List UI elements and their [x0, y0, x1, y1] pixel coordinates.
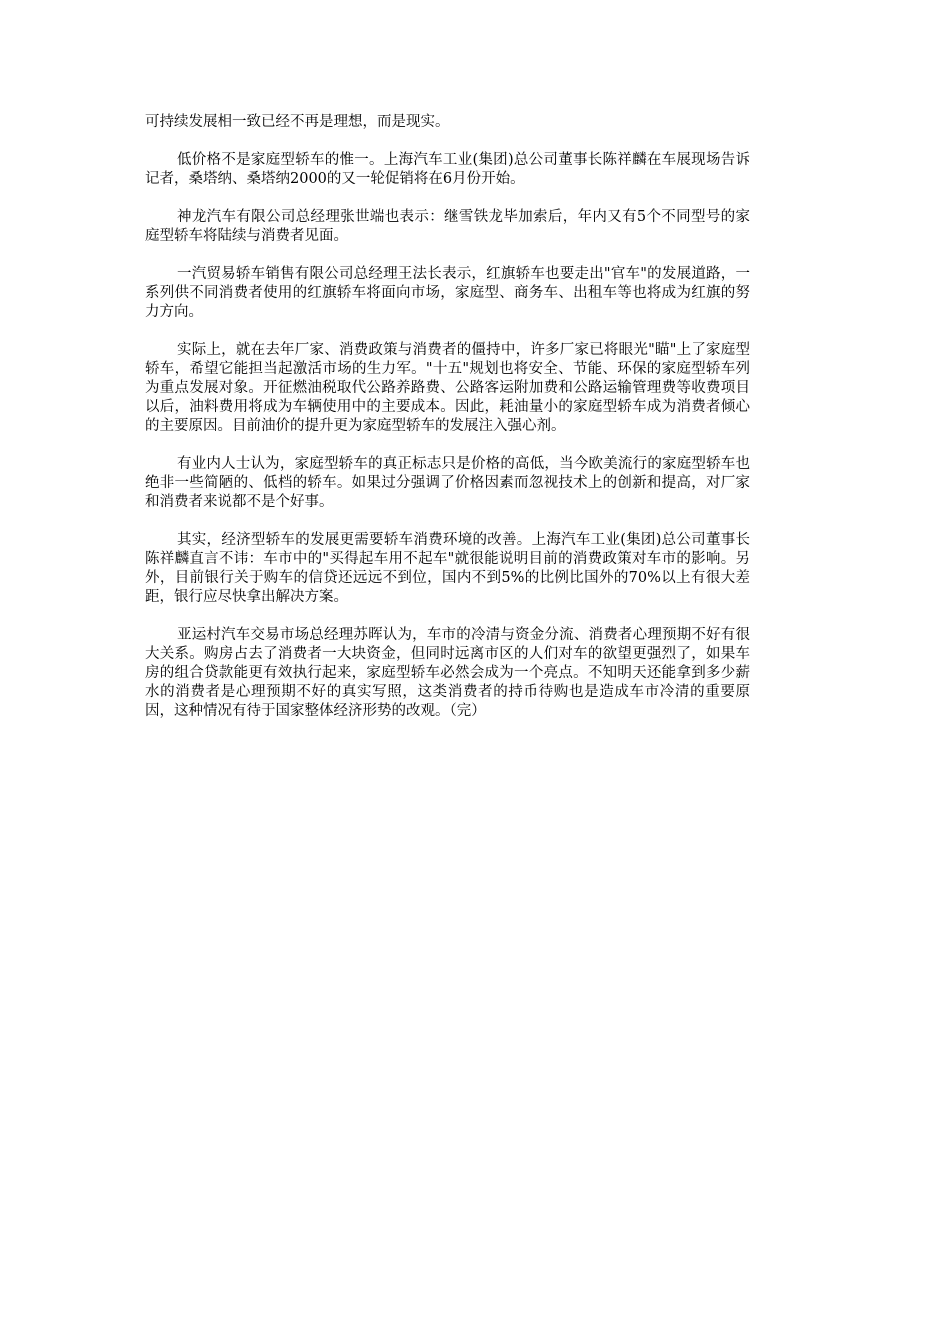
paragraph-continuation: 可持续发展相一致已经不再是理想，而是现实。 [145, 114, 450, 130]
paragraph-yayuncun-market: 亚运村汽车交易市场总经理苏晖认为，车市的冷清与资金分流、消费者心理预期不好有很大关系。购房占去了消费者一大块资金，但同时远离市区的人们对车的欲望更强烈了，如果车房的组合贷款能更有效执行起来，家庭型轿车必然会成为一个亮点。不知明天还能拿到多少薪水的消费者是心理预期不好的真实写照，这类消费者的持币待购也是造成车市冷清的重要原因，这种情况有待于国家整体经济形势的改观。（完） [145, 627, 750, 719]
paragraph-consumption-environment: 其实，经济型轿车的发展更需要轿车消费环境的改善。上海汽车工业(集团)总公司董事长陈祥麟直言不讳：车市中的"买得起车用不起车"就很能说明目前的消费政策对车市的影响。另外，目前银行关于购车的信贷还远远不到位，国内不到5%的比例比国外的70%以上有很大差距，银行应尽快拿出解决方案。 [145, 532, 750, 605]
paragraph-hongqi: 一汽贸易轿车销售有限公司总经理王法长表示，红旗轿车也要走出"官车"的发展道路，一系列供不同消费者使用的红旗轿车将面向市场，家庭型、商务车、出租车等也将成为红旗的努力方向。 [145, 266, 750, 320]
paragraph-low-price: 低价格不是家庭型轿车的惟一。上海汽车工业(集团)总公司董事长陈祥麟在车展现场告诉记者，桑塔纳、桑塔纳2000的又一轮促销将在6月份开始。 [145, 152, 750, 187]
document-page [145, 113, 750, 740]
paragraph-shenlong: 神龙汽车有限公司总经理张世端也表示：继雪铁龙毕加索后，年内又有5个不同型号的家庭型轿车将陆续与消费者见面。 [145, 209, 750, 244]
paragraph-in-fact: 实际上，就在去年厂家、消费政策与消费者的僵持中，许多厂家已将眼光"瞄"上了家庭型轿车，希望它能担当起激活市场的生力军。"十五"规划也将安全、节能、环保的家庭型轿车列为重点发展对象。开征燃油税取代公路养路费、公路客运附加费和公路运输管理费等收费项目以后，油料费用将成为车辆使用中的主要成本。因此，耗油量小的家庭型轿车成为消费者倾心的主要原因。目前油价的提升更为家庭型轿车的发展注入强心剂。 [145, 342, 750, 434]
paragraph-industry-view: 有业内人士认为，家庭型轿车的真正标志只是价格的高低，当今欧美流行的家庭型轿车也绝非一些简陋的、低档的轿车。如果过分强调了价格因素而忽视技术上的创新和提高，对厂家和消费者来说都不是个好事。 [145, 456, 750, 510]
